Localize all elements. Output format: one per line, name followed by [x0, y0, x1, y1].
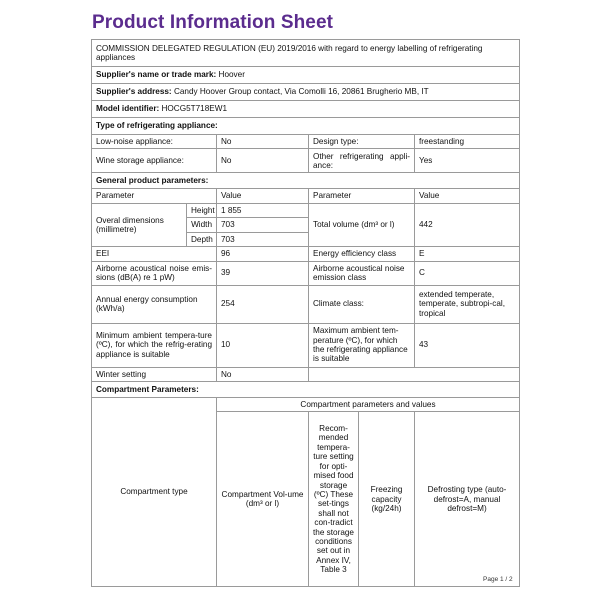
compartment-group-header: Compartment parameters and values [217, 397, 520, 411]
height-value: 1 855 [217, 203, 309, 217]
supplier-name-row [92, 67, 520, 84]
energy-consumption-value: 254 [217, 285, 309, 323]
column-header-value-2: Value [415, 189, 520, 203]
recommended-temp-label: Recom-mended tempera-ture setting for opti-mised food storage (ºC) These set-tings shall not con-tradict the storage conditions set out in Annex IV, Table 3 [309, 412, 359, 587]
compartment-volume-label: Compartment Vol-ume (dm³ or l) [217, 412, 309, 587]
supplier-name-value: Hoover [218, 70, 245, 80]
climate-class-label: Climate class: [309, 285, 415, 323]
energy-class-value: E [415, 247, 520, 261]
wine-storage-value: No [217, 149, 309, 173]
supplier-address-value: Candy Hoover Group contact, Via Comolli 16, 20861 Brugherio MB, IT [173, 87, 429, 97]
supplier-name-label: Supplier's name or trade mark: [96, 70, 217, 80]
column-header-parameter: Parameter [92, 189, 217, 203]
eei-value: 96 [217, 247, 309, 261]
page-number: Page 1 / 2 [483, 576, 513, 583]
energy-consumption-label: Annual energy consumption (kWh/a) [92, 285, 217, 323]
noise-emission-value: 39 [217, 261, 309, 285]
appliance-type-header: Type of refrigerating appliance: [92, 118, 520, 135]
energy-class-label: Energy efficiency class [309, 247, 415, 261]
model-identifier-value: HOCG5T718EW1 [161, 104, 228, 114]
total-volume-label: Total volume (dm³ or l) [309, 203, 415, 246]
column-header-parameter-2: Parameter [309, 189, 415, 203]
product-info-table [91, 39, 520, 587]
model-identifier-label: Model identifier: [96, 104, 160, 114]
model-identifier-row [92, 101, 520, 118]
winter-setting-value: No [217, 367, 309, 381]
eei-label: EEI [92, 247, 217, 261]
column-header-value: Value [217, 189, 309, 203]
defrosting-type-label: Defrosting type (auto-defrost=A, manual defrost=M) [415, 412, 520, 587]
other-refrigerating-value: Yes [415, 149, 520, 173]
noise-emission-label: Airborne acoustical noise emis-sions (dB(A) re 1 pW) [92, 261, 217, 285]
max-ambient-temp-value: 43 [415, 323, 520, 367]
design-type-value: freestanding [415, 135, 520, 149]
page-title: Product Information Sheet [92, 12, 334, 33]
width-label: Width [187, 218, 217, 232]
depth-value: 703 [217, 232, 309, 246]
min-ambient-temp-value: 10 [217, 323, 309, 367]
climate-class-value: extended temperate, temperate, subtropi-cal, tropical [415, 285, 520, 323]
height-label: Height [187, 203, 217, 217]
min-ambient-temp-label: Minimum ambient tempera-ture (ºC), for which the refrig-erating appliance is suitable [92, 323, 217, 367]
low-noise-label: Low-noise appliance: [92, 135, 217, 149]
max-ambient-temp-label: Maximum ambient tem-perature (ºC), for which the refrigerating appliance is suitable [309, 323, 415, 367]
winter-setting-label: Winter setting [92, 367, 217, 381]
compartment-parameters-header: Compartment Parameters: [92, 381, 520, 397]
width-value: 703 [217, 218, 309, 232]
wine-storage-label: Wine storage appliance: [92, 149, 217, 173]
low-noise-value: No [217, 135, 309, 149]
depth-label: Depth [187, 232, 217, 246]
compartment-type-label: Compartment type [92, 397, 217, 586]
freezing-capacity-label: Freezing capacity (kg/24h) [359, 412, 415, 587]
regulation-text: COMMISSION DELEGATED REGULATION (EU) 2019/2016 with regard to energy labelling of refrigerating appliances [92, 40, 520, 67]
winter-setting-empty [309, 367, 520, 381]
other-refrigerating-label: Other refrigerating appli-ance: [309, 149, 415, 173]
design-type-label: Design type: [309, 135, 415, 149]
dimensions-label: Overal dimensions (millimetre) [92, 203, 187, 246]
general-parameters-header: General product parameters: [92, 173, 520, 189]
noise-class-label: Airborne acoustical noise emission class [309, 261, 415, 285]
noise-class-value: C [415, 261, 520, 285]
supplier-address-label: Supplier's address: [96, 87, 172, 97]
total-volume-value: 442 [415, 203, 520, 246]
supplier-address-row [92, 84, 520, 101]
